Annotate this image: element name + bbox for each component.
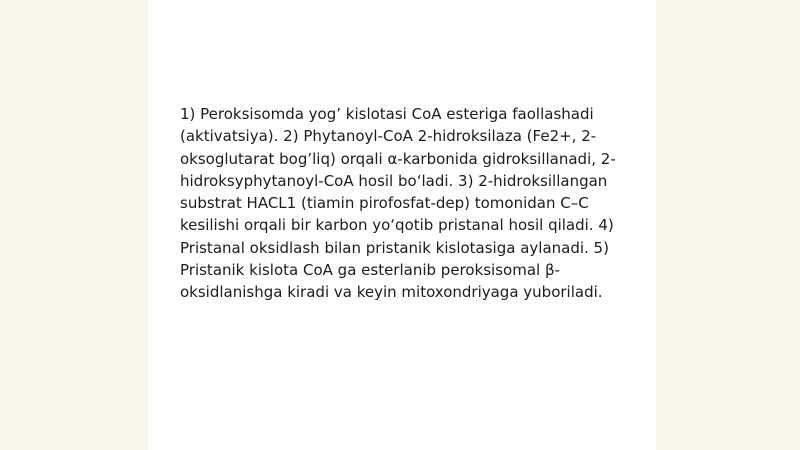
body-paragraph: 1) Peroksisomda yog’ kislotasi CoA esteriga faollashadi (aktivatsiya). 2) Phytanoyl-CoA 2-hidroksilaza (Fe2+, 2-oksoglutarat bog’liq) orqali α-karbonida gidroksillanadi, 2-hidroksyphytanoyl-CoA hosil bo‘ladi. 3) 2-hidroksillangan substrat HACL1 (tiamin pirofosfat-dep) tomonidan C–C kesilishi orqali bir karbon yo‘qotib pristanal hosil qiladi. 4) Pristanal oksidlash bilan pristanik kislotasiga aylanadi. 5) Pristanik kislota CoA ga esterlanib peroksisomal β-oksidlanishga kiradi va keyin mitoxondriyaga yuboriladi. [180,105,616,302]
document-page [149,0,656,450]
